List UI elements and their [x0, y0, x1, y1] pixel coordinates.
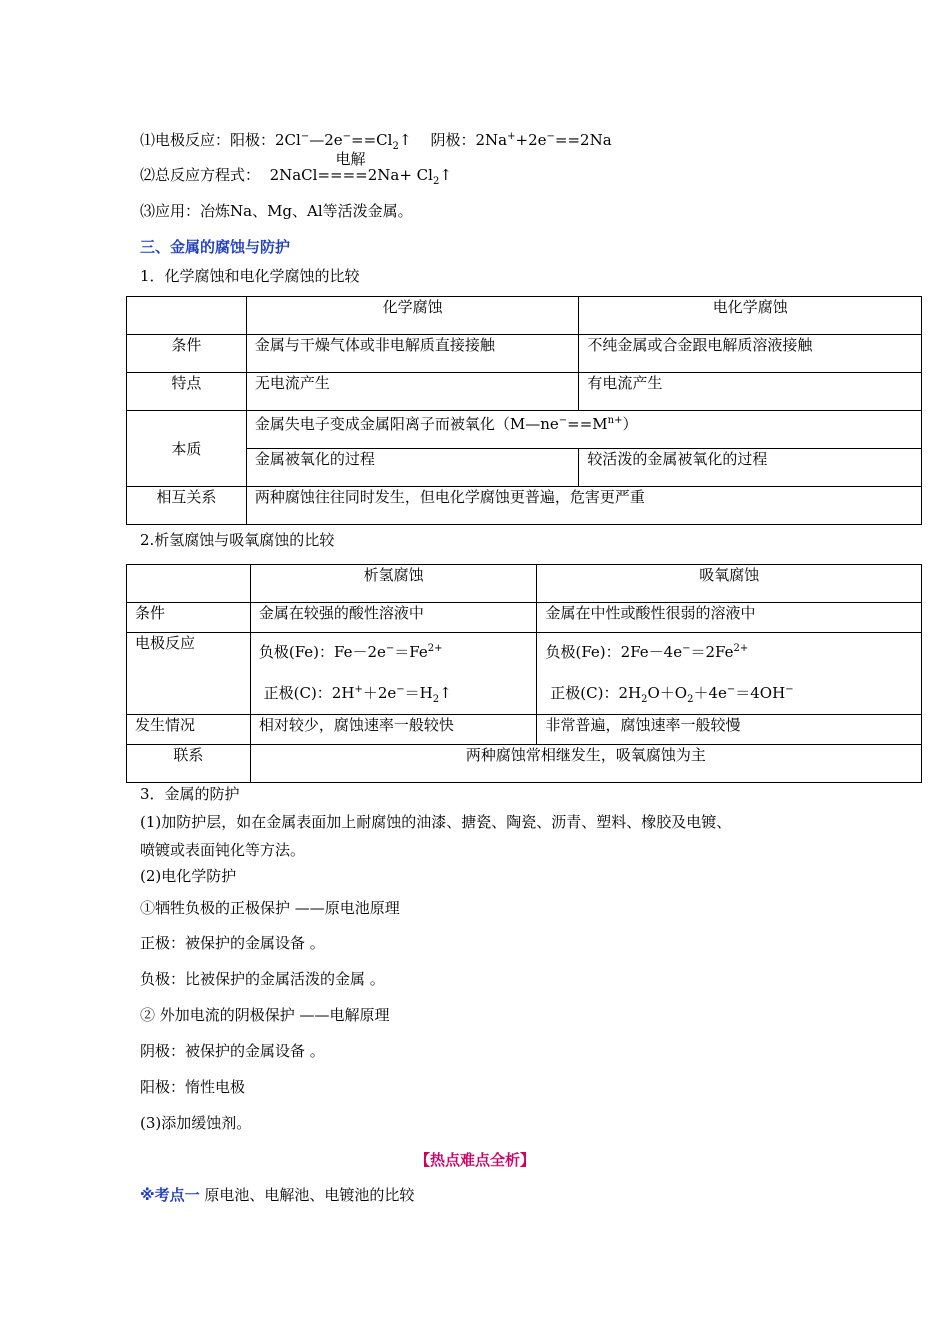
- table-cell: 金属与干燥气体或非电解质直接接触: [246, 335, 579, 373]
- overall-equation-line: ⑵总反应方程式： 2NaCl 电解 $====2Na+ Cl_2↑$: [140, 150, 452, 187]
- electrode-reaction-line: ⑴电极反应：阳极：$2Cl^-—2e^-==Cl_2↑$ 阴极：2Na++2e−==2Na: [140, 131, 612, 152]
- row-label: 相互关系: [127, 487, 247, 525]
- exam-point: [140, 1185, 414, 1205]
- table-cell: 相对较少，腐蚀速率一般较快: [250, 715, 537, 745]
- hot-topic-title: 【热点难点全析】: [414, 1151, 535, 1169]
- application-line: ⑶应用：冶炼Na、Mg、Al等活泼金属。: [140, 202, 413, 220]
- table-cell: 金属在中性或酸性很弱的溶液中: [537, 603, 922, 633]
- table-cell: 金属失电子变成金属阳离子而被氧化$(M—ne^-==M^{n+})$: [246, 411, 921, 449]
- row-label: 特点: [127, 373, 247, 411]
- protection-item: 负极：比被保护的金属活泼的金属 。: [140, 970, 385, 988]
- table-cell: 两种腐蚀常相继发生，吸氧腐蚀为主: [250, 745, 921, 783]
- row-label: 电极反应: [127, 633, 251, 715]
- table-header: 析氢腐蚀: [250, 565, 537, 603]
- table-header: 电化学腐蚀: [579, 297, 922, 335]
- protection-item: 阴极：被保护的金属设备 。: [140, 1042, 325, 1060]
- table-cell: 负极(Fe)：$2Fe-4e^-=2Fe^{2+}$ 正极(C)：$2H_2O+O_2+4e^-=4OH^-$: [537, 633, 922, 715]
- row-label: 本质: [127, 411, 247, 487]
- table-cell: 无电流产生: [246, 373, 579, 411]
- protection-item: ①牺牲负极的正极保护 ——原电池原理: [140, 899, 400, 917]
- table-cell: 非常普遍，腐蚀速率一般较慢: [537, 715, 922, 745]
- subsection-title-2: 2.析氢腐蚀与吸氧腐蚀的比较: [140, 531, 335, 549]
- table-header: 化学腐蚀: [246, 297, 579, 335]
- corrosion-comparison-table: [126, 296, 922, 525]
- row-label: 条件: [127, 603, 251, 633]
- table-cell: 两种腐蚀往往同时发生，但电化学腐蚀更普遍，危害更严重: [246, 487, 921, 525]
- table-corner: [127, 297, 247, 335]
- table-corner: [127, 565, 251, 603]
- table-cell: 不纯金属或合金跟电解质溶液接触: [579, 335, 922, 373]
- protection-item: (1)加防护层，如在金属表面加上耐腐蚀的油漆、搪瓷、陶瓷、沥青、塑料、橡胶及电镀、: [140, 813, 732, 831]
- exam-point-label: ※考点一: [140, 1186, 200, 1204]
- section-title: 三、金属的腐蚀与防护: [140, 238, 291, 256]
- exam-point-text: 原电池、电解池、电镀池的比较: [199, 1186, 415, 1204]
- table-header: 吸氧腐蚀: [537, 565, 922, 603]
- subsection-title-3: 3．金属的防护: [140, 785, 240, 803]
- row-label: 联系: [127, 745, 251, 783]
- row-label: 发生情况: [127, 715, 251, 745]
- protection-item: 阳极：惰性电极: [140, 1078, 246, 1096]
- row-label: 条件: [127, 335, 247, 373]
- subsection-title-1: 1．化学腐蚀和电化学腐蚀的比较: [140, 267, 360, 285]
- table-cell: 金属被氧化的过程: [246, 449, 579, 487]
- protection-item: 正极：被保护的金属设备 。: [140, 934, 325, 952]
- protection-item: 喷镀或表面钝化等方法。: [140, 841, 306, 859]
- hydrogen-oxygen-corrosion-table: [126, 564, 922, 783]
- table-cell: 有电流产生: [579, 373, 922, 411]
- table-cell: 金属在较强的酸性溶液中: [250, 603, 537, 633]
- table-cell: 负极(Fe)：$Fe-2e^-=Fe^{2+}$ 正极(C)：$2H^++2e^-=H_2↑$: [250, 633, 537, 715]
- protection-item: (3)添加缓蚀剂。: [140, 1114, 252, 1132]
- protection-item: ② 外加电流的阴极保护 ——电解原理: [140, 1006, 390, 1024]
- protection-item: (2)电化学防护: [140, 867, 237, 885]
- table-cell: 较活泼的金属被氧化的过程: [579, 449, 922, 487]
